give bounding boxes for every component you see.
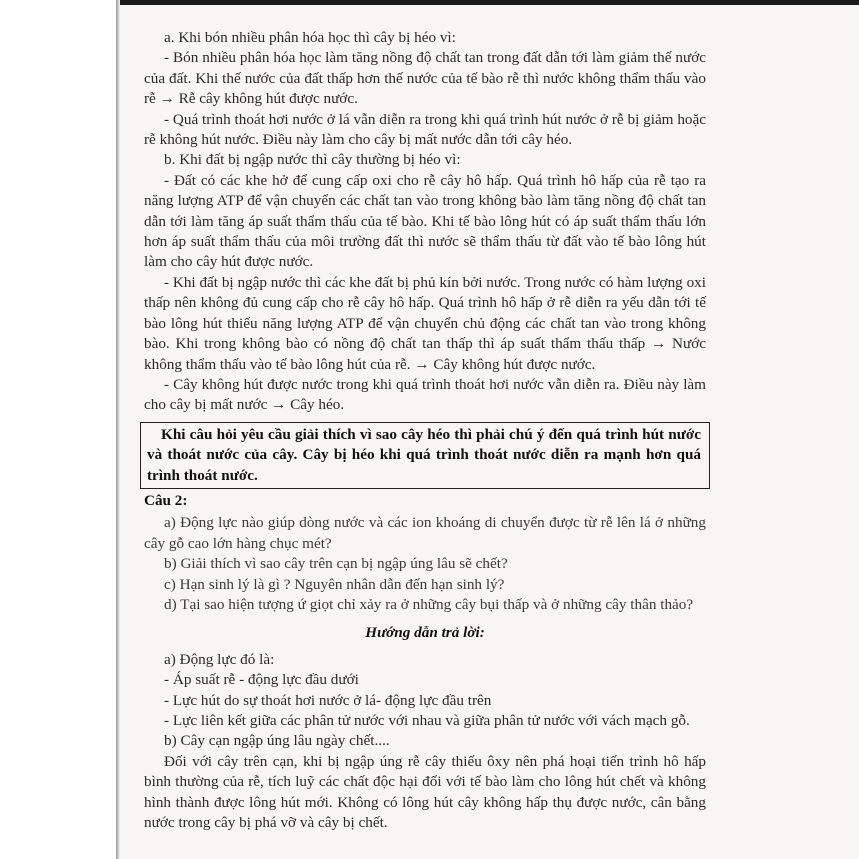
answer-a-heading: a) Động lực đó là: <box>164 650 275 668</box>
question-2-item-d: d) Tại sao hiện tượng ứ giọt chỉ xảy ra ở những cây bụi thấp và ở những cây thân thảo? <box>164 595 694 613</box>
answer-b-heading: b) Cây cạn ngập úng lâu ngày chết.... <box>164 732 390 750</box>
question-2-item-b: b) Giải thích vì sao cây trên cạn bị ngập úng lâu sẽ chết? <box>164 555 508 573</box>
section-b-paragraph-2: - Khi đất bị ngập nước thì các khe đất bị phủ kín bởi nước. Trong nước có hàm lượng oxi thấp nên không đủ cung cấp cho rễ cây hô hấp. Quá trình hô hấp ở rễ diễn ra yếu dẫn tới tế bào lông hút thiếu năng lượng ATP để vận chuyển chủ động các chất tan vào trong không bào. Khi trong không bào có nồng độ chất tan thấp thì áp suất thẩm thấu thấp → Nước không thẩm thấu vào tế bào lông hút của rễ. → Cây không hút được nước. <box>144 273 706 373</box>
answer-a-point-1: - Áp suất rễ - động lực đầu dưới <box>164 671 359 689</box>
answer-guide-title: Hướng dẫn trả lời: <box>365 624 485 642</box>
note-box: Khi câu hỏi yêu cầu giải thích vì sao cây héo thì phải chú ý đến quá trình hút nước và thoát nước của cây. Cây bị héo khi quá trình thoát nước diễn ra mạnh hơn quá trình thoát nước. <box>140 422 710 489</box>
page-content <box>144 28 706 833</box>
answer-a-point-2: - Lực hút do sự thoát hơi nước ở lá- động lực đầu trên <box>164 691 492 709</box>
page-top-shadow <box>116 0 859 5</box>
section-a-heading: a. Khi bón nhiều phân hóa học thì cây bị héo vì: <box>164 29 456 46</box>
question-2-title: Câu 2: <box>144 491 188 509</box>
section-a-paragraph-2: - Quá trình thoát hơi nước ở lá vẫn diễn ra trong khi quá trình hút nước ở rễ bị giảm hoặc rễ không hút nước. Điều này làm cho cây bị mất nước dẫn tới cây héo. <box>144 110 706 149</box>
question-2-item-a: a) Động lực nào giúp dòng nước và các ion khoáng di chuyển được từ rễ lên lá ở những cây gỗ cao lớn hàng chục mét? <box>144 514 706 552</box>
page-binding-shadow <box>116 0 120 859</box>
section-b-paragraph-1: - Đất có các khe hở để cung cấp oxi cho rễ cây hô hấp. Quá trình hô hấp của rễ tạo ra năng lượng ATP để vận chuyển các chất tan vào trong không bào làm tăng nồng độ chất tan dẫn tới làm tăng áp suất thẩm thấu của tế bào. Khi tế bào lông hút có áp suất thẩm thấu lớn hơn áp suất thẩm thấu của môi trường đất thì nước sẽ thẩm thấu từ đất vào tế bào lông hút làm cho cây hút được nước. <box>144 171 706 271</box>
answer-a-point-3: - Lực liên kết giữa các phân tử nước với nhau và giữa phân tử nước với vách mạch gỗ. <box>164 712 690 729</box>
section-b-heading: b. Khi đất bị ngập nước thì cây thường bị héo vì: <box>164 151 461 169</box>
answer-b-paragraph: Đối với cây trên cạn, khi bị ngập úng rễ cây thiếu ôxy nên phá hoại tiến trình hô hấp bình thường của rễ, tích luỹ các chất độc hại đối với tế bào làm cho lông hút chết và không hình thành được lông hút mới. Không có lông hút cây không hấp thụ được nước, cân bằng nước trong cây bị phá vỡ và cây bị chết. <box>144 752 706 832</box>
section-b-paragraph-3: - Cây không hút được nước trong khi quá trình thoát hơi nước vẫn diễn ra. Điều này làm cho cây bị mất nước → Cây héo. <box>144 375 706 414</box>
section-a-paragraph-1: - Bón nhiều phân hóa học làm tăng nồng độ chất tan trong đất dẫn tới làm giảm thế nước của đất. Khi thế nước của đất thấp hơn thế nước của tế bào rễ thì nước không thẩm thấu vào rễ → Rễ cây không hút được nước. <box>144 49 706 108</box>
question-2-item-c: c) Hạn sinh lý là gì ? Nguyên nhân dẫn đến hạn sinh lý? <box>164 575 505 593</box>
